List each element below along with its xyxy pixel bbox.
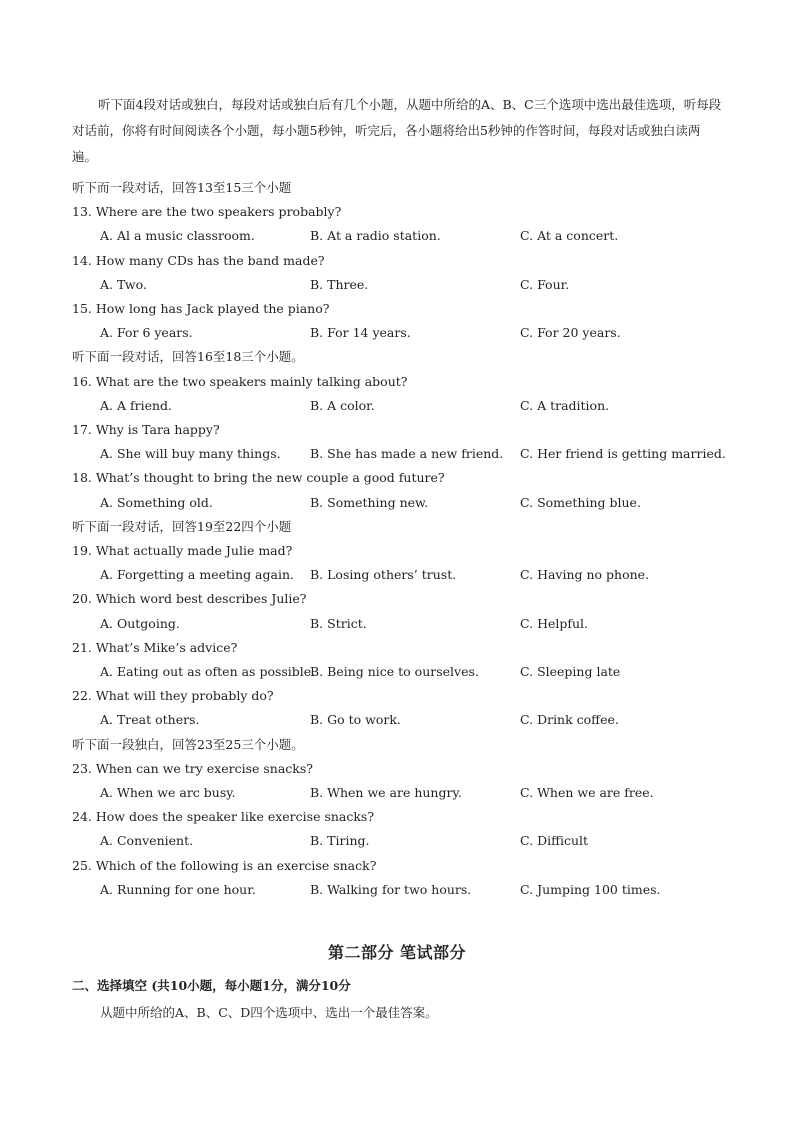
option-b: B. A color.: [310, 397, 375, 413]
question-text: 20. Which word best describes Julie?: [72, 591, 307, 607]
option-b: B. Strict.: [310, 615, 367, 631]
part-two-title: 第二部分 笔试部分: [327, 943, 467, 962]
section-heading: 听下面一段对话，回答19至22四个小题: [72, 518, 292, 534]
option-a: A. For 6 years.: [100, 325, 193, 341]
option-a: A. Convenient.: [100, 833, 194, 849]
option-a: A. Treat others.: [100, 712, 200, 728]
option-b: B. Walking for two hours.: [310, 881, 472, 897]
question-text: 16. What are the two speakers mainly talking about?: [72, 373, 408, 389]
option-c: C. Jumping 100 times.: [520, 881, 661, 897]
question-text: 15. How long has Jack played the piano?: [72, 301, 330, 316]
section-two-instruction: 从题中所给的A、B、C、D四个选项中、选出一个最佳答案。: [100, 1005, 438, 1020]
option-c: C. A tradition.: [520, 397, 610, 413]
question-text: 23. When can we try exercise snacks?: [72, 760, 313, 776]
section-heading: 听下面一段独白，回答23至25三个小题。: [72, 736, 304, 752]
option-c: C. Sleeping late: [520, 664, 621, 679]
option-a: A. Two.: [100, 276, 147, 292]
option-c: C. When we are free.: [520, 785, 654, 800]
option-a: A. Al a music classroom.: [100, 228, 255, 244]
option-b: B. For 14 years.: [310, 325, 411, 341]
option-b: B. Being nice to ourselves.: [310, 664, 479, 679]
question-text: 18. What’s thought to bring the new couple a good future?: [72, 470, 445, 486]
question-text: 21. What’s Mike’s advice?: [72, 639, 238, 655]
option-b: B. Three.: [310, 276, 369, 292]
option-a: A. Outgoing.: [100, 615, 180, 631]
option-c: C. Drink coffee.: [520, 712, 619, 728]
question-text: 19. What actually made Julie mad?: [72, 543, 293, 558]
option-a: A. When we arc busy.: [100, 785, 236, 800]
question-text: 22. What will they probably do?: [72, 688, 274, 704]
question-text: 13. Where are the two speakers probably?: [72, 204, 342, 220]
option-b: B. Tiring.: [310, 833, 370, 849]
option-a: A. Something old.: [100, 494, 213, 510]
option-c: C. At a concert.: [520, 228, 619, 244]
option-b: B. Go to work.: [310, 712, 401, 728]
option-a: A. Eating out as often as possible.: [100, 664, 316, 679]
option-c: C. Helpful.: [520, 615, 589, 631]
section-two-heading: 二、选择填空 (共10小题，每小题1分，满分10分: [72, 978, 351, 993]
question-text: 24. How does the speaker like exercise snacks?: [72, 809, 375, 825]
option-a: A. A friend.: [100, 397, 172, 413]
option-c: C. Having no phone.: [520, 567, 650, 583]
option-b: B. At a radio station.: [310, 228, 441, 244]
option-c: C. Something blue.: [520, 494, 641, 510]
option-a: A. Running for one hour.: [100, 881, 256, 897]
option-b: B. She has made a new friend.: [310, 446, 504, 462]
question-text: 17. Why is Tara happy?: [72, 422, 220, 437]
option-c: C. For 20 years.: [520, 325, 621, 341]
option-b: B. Something new.: [310, 494, 429, 510]
option-a: A. She will buy many things.: [100, 446, 281, 462]
option-b: B. When we are hungry.: [310, 785, 462, 800]
option-c: C. Her friend is getting married.: [520, 446, 726, 462]
option-b: B. Losing others’ trust.: [310, 567, 457, 583]
section-heading: 听下而一段对话，回答13至15三个小题: [72, 180, 292, 195]
option-a: A. Forgetting a meeting again.: [100, 567, 294, 583]
question-text: 14. How many CDs has the band made?: [72, 252, 325, 268]
question-text: 25. Which of the following is an exercise snack?: [72, 857, 377, 873]
option-c: C. Difficult: [520, 833, 589, 849]
listening-instructions: 听下面4段对话或独白，每段对话或独白后有几个小题，从题中所给的A、B、C三个选项中选出最佳选项，听每段对话前，你将有时间阅读各个小题，每小题5秒钟，听完后，各小题将给出5秒钟的作答时间，每段对话或独白读两遍。: [72, 97, 722, 164]
section-heading: 听下面一段对话，回答16至18三个小题。: [72, 349, 304, 365]
option-c: C. Four.: [520, 276, 570, 292]
